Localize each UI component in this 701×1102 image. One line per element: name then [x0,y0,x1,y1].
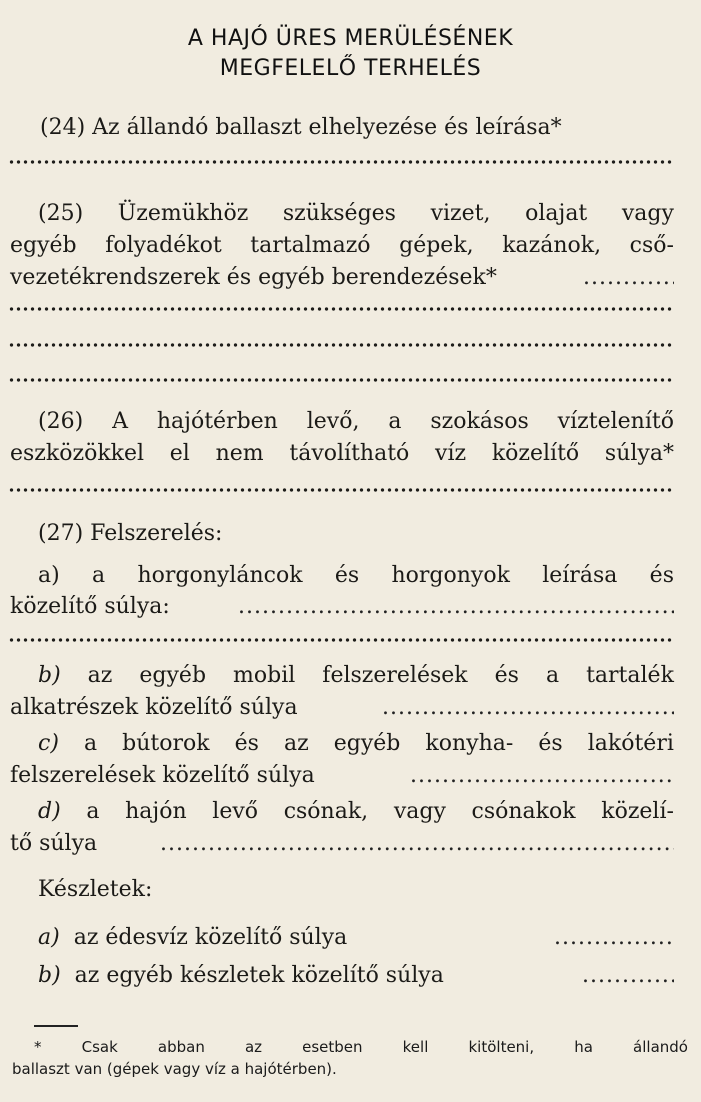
fill-leader[interactable] [582,962,674,990]
item-26-line-1: (26) A hajótérben levő, a szokásos víztelenítő [38,409,674,434]
supplies-a-row: a) az édesvíz közelítő súlya [38,925,348,950]
item-27a-line-2: közelítő súlya: [10,594,170,619]
fill-line[interactable] [8,637,674,643]
footnote-rule [34,1025,78,1027]
fill-leader[interactable] [410,762,674,790]
fill-line[interactable] [8,159,674,165]
item-25-line-1: (25) Üzemükhöz szükséges vizet, olajat vagy [38,201,674,226]
supplies-b-row: b) az egyéb készletek közelítő súlya [38,963,444,988]
supplies-heading: Készletek: [38,877,153,902]
title-line-2: MEGFELELŐ TERHELÉS [219,56,482,81]
item-27-heading: (27) Felszerelés: [38,521,223,546]
item-27b-line-2: alkatrészek közelítő súlya [10,695,298,720]
item-26-line-2: eszközökkel el nem távolítható víz közelítő súlya* [10,441,674,466]
item-27d-line-1: d) a hajón levő csónak, vagy csónakok közelí- [38,799,674,824]
fill-leader[interactable] [160,830,674,858]
fill-line[interactable] [8,342,674,348]
fill-leader[interactable] [554,924,674,952]
item-27b-line-1: b) az egyéb mobil felszerelések és a tartalék [38,663,674,688]
fill-line[interactable] [8,377,674,383]
item-27c-line-2: felszerelések közelítő súlya [10,763,315,788]
fill-leader[interactable] [238,593,674,621]
footnote-line-2: ballaszt van (gépek vagy víz a hajótérben). [12,1060,337,1078]
item-27a-line-1: a) a horgonyláncok és horgonyok leírása és [38,563,674,588]
fill-line[interactable] [8,487,674,493]
item-25-line-2: egyéb folyadékot tartalmazó gépek, kazánok, cső- [10,233,674,258]
title-line-1: A HAJÓ ÜRES MERÜLÉSÉNEK [187,26,514,51]
item-24-text: (24) Az állandó ballaszt elhelyezése és leírása* [40,115,562,140]
item-27c-line-1: c) a bútorok és az egyéb konyha- és lakótéri [38,731,674,756]
item-25-line-3: vezetékrendszerek és egyéb berendezések* [10,265,497,290]
fill-leader[interactable] [583,264,674,292]
footnote [12,1036,688,1080]
fill-leader[interactable] [382,694,674,722]
footnote-line-1: * Csak abban az esetben kell kitölteni, ha állandó [34,1038,688,1056]
fill-line[interactable] [8,306,674,312]
item-27d-line-2: tő súlya [10,831,98,856]
